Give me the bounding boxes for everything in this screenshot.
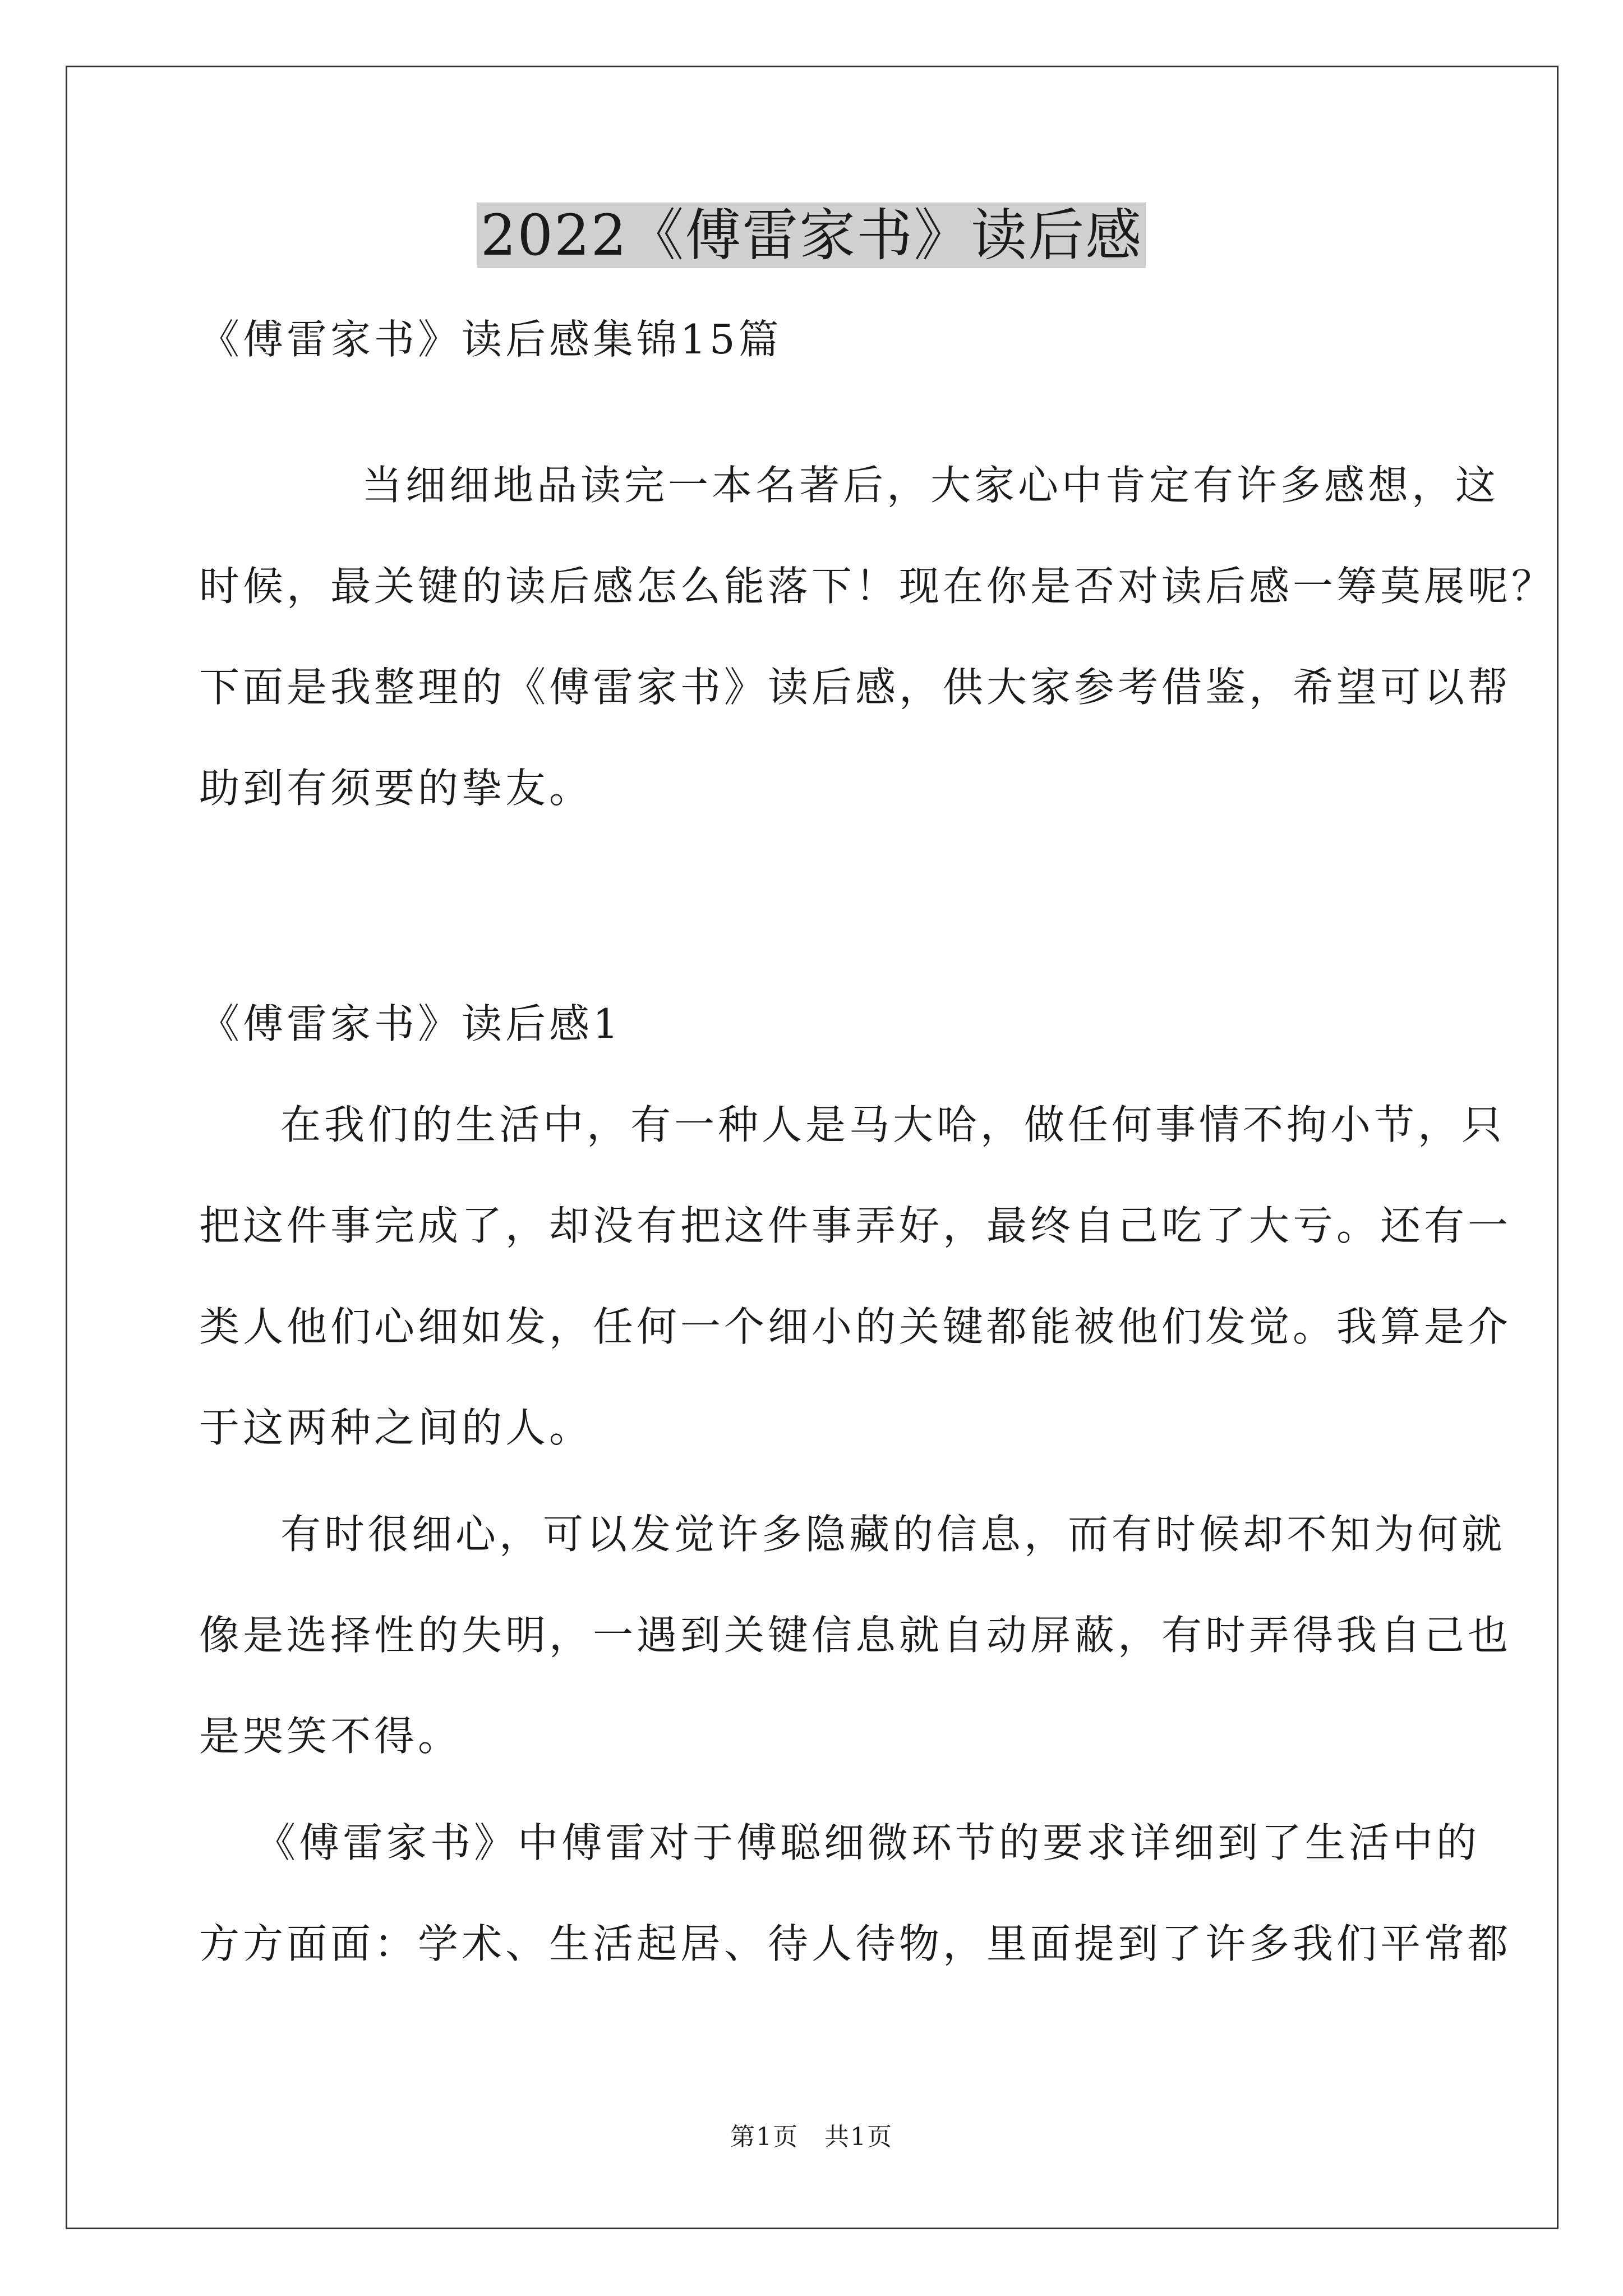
paragraph-1-line-2: 把这件事完成了，却没有把这件事弄好，最终自己吃了大亏。还有一 — [199, 1202, 1512, 1249]
section-heading: 《傅雷家书》读后感1 — [199, 1000, 622, 1047]
document-subtitle: 《傅雷家书》读后感集锦15篇 — [199, 316, 782, 363]
paragraph-2-line-2: 像是选择性的失明，一遇到关键信息就自动屏蔽，有时弄得我自己也 — [199, 1612, 1512, 1659]
intro-line-1: 当细细地品读完一本名著后，大家心中肯定有许多感想，这 — [362, 462, 1500, 509]
paragraph-2-line-3: 是哭笑不得。 — [199, 1713, 462, 1760]
paragraph-2-line-1: 有时很细心，可以发觉许多隐藏的信息，而有时候却不知为何就 — [280, 1511, 1506, 1558]
paragraph-1-line-3: 类人他们心细如发，任何一个细小的关键都能被他们发觉。我算是介 — [199, 1303, 1512, 1350]
paragraph-1-line-4: 于这两种之间的人。 — [199, 1404, 593, 1451]
intro-line-4: 助到有须要的挚友。 — [199, 765, 593, 812]
intro-line-3: 下面是我整理的《傅雷家书》读后感，供大家参考借鉴，希望可以帮 — [199, 664, 1512, 711]
document-title: 2022《傅雷家书》读后感 — [0, 199, 1623, 272]
intro-line-2: 时候，最关键的读后感怎么能落下！现在你是否对读后感一筹莫展呢？ — [199, 563, 1556, 610]
paragraph-1-line-1: 在我们的生活中，有一种人是马大哈，做任何事情不拘小节，只 — [280, 1101, 1506, 1148]
paragraph-3-line-1: 《傅雷家书》中傅雷对于傅聪细微环节的要求详细到了生活中的 — [255, 1819, 1481, 1866]
page-footer: 第1页 共1页 — [730, 2123, 893, 2151]
paragraph-3-line-2: 方方面面：学术、生活起居、待人待物，里面提到了许多我们平常都 — [199, 1920, 1512, 1967]
